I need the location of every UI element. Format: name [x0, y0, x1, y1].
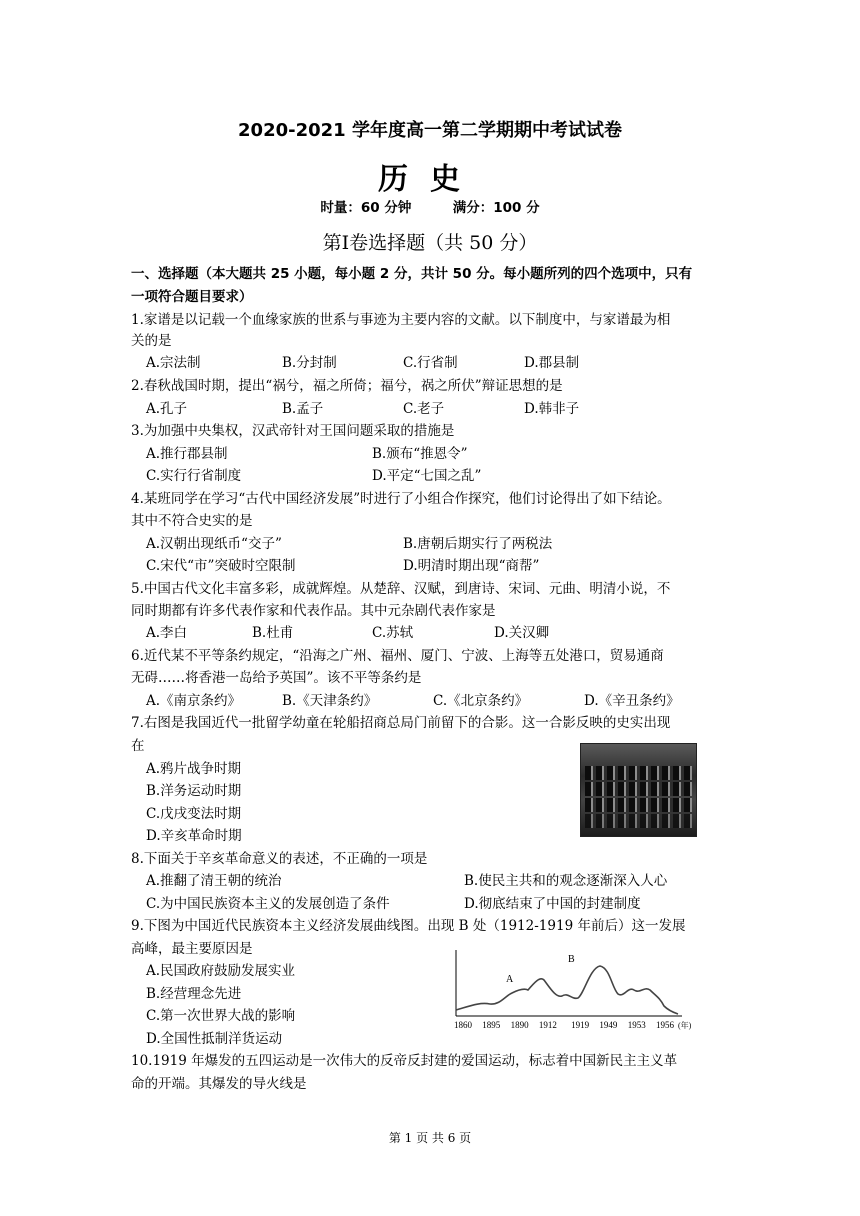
q3-option-d: D.平定“七国之乱”: [372, 468, 482, 484]
question-6-line-2: 无碍……将香港一岛给予英国”。该不平等条约是: [131, 670, 422, 686]
time-label: 时量：60 分钟: [320, 200, 412, 216]
x-tick-label: 1949: [599, 1020, 618, 1030]
question-7-line-1: 7.右图是我国近代一批留学幼童在轮船招商总局门前留下的合影。这一合影反映的史实出现: [131, 715, 671, 731]
q9-option-a: A.民国政府鼓励发展实业: [146, 963, 296, 979]
question-9-line-2: 高峰，最主要原因是: [131, 941, 253, 957]
exam-title: 2020-2021 学年度高一第二学期期中考试试卷: [238, 120, 622, 141]
point-b-label: B: [568, 954, 575, 965]
q3-option-a: A.推行郡县制: [146, 446, 228, 462]
page-footer: 第 1 页 共 6 页: [388, 1131, 472, 1145]
q7-option-c: C.戊戌变法时期: [146, 806, 242, 822]
question-4-line-1: 4.某班同学在学习“古代中国经济发展”时进行了小组合作探究，他们讨论得出了如下结论。: [131, 491, 671, 507]
q7-option-b: B.洋务运动时期: [146, 783, 242, 799]
q9-option-b: B.经营理念先进: [146, 986, 242, 1002]
point-a-label: A: [506, 974, 514, 985]
q3-option-c: C.实行行省制度: [146, 468, 242, 484]
instructions-line-2: 一项符合题目要求）: [131, 289, 253, 305]
score-label: 满分：100 分: [452, 200, 540, 216]
question-5-line-2: 同时期都有许多代表作家和代表作品。其中元杂剧代表作家是: [131, 603, 496, 619]
q4-option-d: D.明清时期出现“商帮”: [403, 558, 540, 574]
q6-option-d: D.《辛丑条约》: [584, 693, 680, 709]
group-photo-image: [580, 743, 697, 837]
q3-option-b: B.颁布“推恩令”: [372, 446, 468, 462]
question-5-line-1: 5.中国古代文化丰富多彩，成就辉煌。从楚辞、汉赋，到唐诗、宋词、元曲、明清小说，不: [131, 581, 671, 597]
q5-option-d: D.关汉卿: [494, 625, 550, 641]
section-title: 第Ⅰ卷选择题（共 50 分）: [322, 232, 538, 254]
development-curve-chart: [450, 948, 710, 1033]
x-tick-label: 1912: [538, 1020, 557, 1030]
q6-option-a: A.《南京条约》: [146, 693, 242, 709]
economy-curve-series: [456, 966, 678, 1014]
subject-title: 历史: [378, 162, 482, 197]
q2-option-b: B.孟子: [282, 401, 324, 417]
q4-option-a: A.汉朝出现纸币“交子”: [146, 536, 282, 552]
q1-option-c: C.行省制: [403, 355, 458, 371]
q2-option-a: A.孔子: [146, 401, 188, 417]
x-tick-label: 1890: [510, 1020, 529, 1030]
q8-option-b: B.使民主共和的观念逐渐深入人心: [464, 873, 668, 889]
q8-option-d: D.彻底结束了中国的封建制度: [464, 896, 641, 912]
question-3-line-1: 3.为加强中央集权，汉武帝针对王国问题采取的措施是: [131, 423, 455, 439]
q1-option-a: A.宗法制: [146, 355, 201, 371]
x-tick-label: 1895: [482, 1020, 501, 1030]
x-tick-label: 1919: [571, 1020, 590, 1030]
question-2-line-1: 2.春秋战国时期，提出“祸兮，福之所倚；福兮，祸之所伏”辩证思想的是: [131, 378, 563, 394]
x-tick-label: 1860: [454, 1020, 472, 1030]
x-axis-unit-label: (年): [678, 1021, 692, 1030]
question-1-line-2: 关的是: [131, 333, 172, 349]
q4-option-c: C.宋代“市”突破时空限制: [146, 558, 296, 574]
exam-meta: [0, 196, 860, 216]
q5-option-b: B.杜甫: [252, 625, 294, 641]
q9-option-d: D.全国性抵制洋货运动: [146, 1031, 283, 1047]
q2-option-d: D.韩非子: [524, 401, 580, 417]
q8-option-a: A.推翻了清王朝的统治: [146, 873, 282, 889]
q4-option-b: B.唐朝后期实行了两税法: [403, 536, 553, 552]
question-4-line-2: 其中不符合史实的是: [131, 513, 253, 529]
q1-option-b: B.分封制: [282, 355, 337, 371]
instructions-line-1: 一、选择题（本大题共 25 小题，每小题 2 分，共计 50 分。每小题所列的四个选项中，只有: [131, 266, 693, 282]
x-tick-label: 1956: [656, 1020, 674, 1030]
question-1-line-1: 1.家谱是以记载一个血缘家族的世系与事迹为主要内容的文献。以下制度中，与家谱最为相: [131, 312, 671, 328]
question-10-line-1: 10.1919 年爆发的五四运动是一次伟大的反帝反封建的爱国运动，标志着中国新民主主义革: [131, 1053, 678, 1069]
q1-option-d: D.郡县制: [524, 355, 580, 371]
question-7-line-2: 在: [131, 738, 145, 754]
question-6-line-1: 6.近代某不平等条约规定，“沿海之广州、福州、厦门、宁波、上海等五处港口，贸易通商: [131, 648, 664, 664]
q5-option-a: A.李白: [146, 625, 188, 641]
q7-option-a: A.鸦片战争时期: [146, 761, 242, 777]
x-tick-label: 1953: [627, 1020, 646, 1030]
q2-option-c: C.老子: [403, 401, 445, 417]
q9-option-c: C.第一次世界大战的影响: [146, 1008, 296, 1024]
q7-option-d: D.辛亥革命时期: [146, 828, 242, 844]
q8-option-c: C.为中国民族资本主义的发展创造了条件: [146, 896, 390, 912]
question-10-line-2: 命的开端。其爆发的导火线是: [131, 1076, 307, 1092]
q5-option-c: C.苏轼: [372, 625, 414, 641]
q6-option-c: C.《北京条约》: [433, 693, 529, 709]
question-8-line-1: 8.下面关于辛亥革命意义的表述，不正确的一项是: [131, 851, 428, 867]
question-9-line-1: 9.下图为中国近代民族资本主义经济发展曲线图。出现 B 处（1912-1919 年前后）这一发展: [131, 918, 686, 934]
q6-option-b: B.《天津条约》: [282, 693, 378, 709]
